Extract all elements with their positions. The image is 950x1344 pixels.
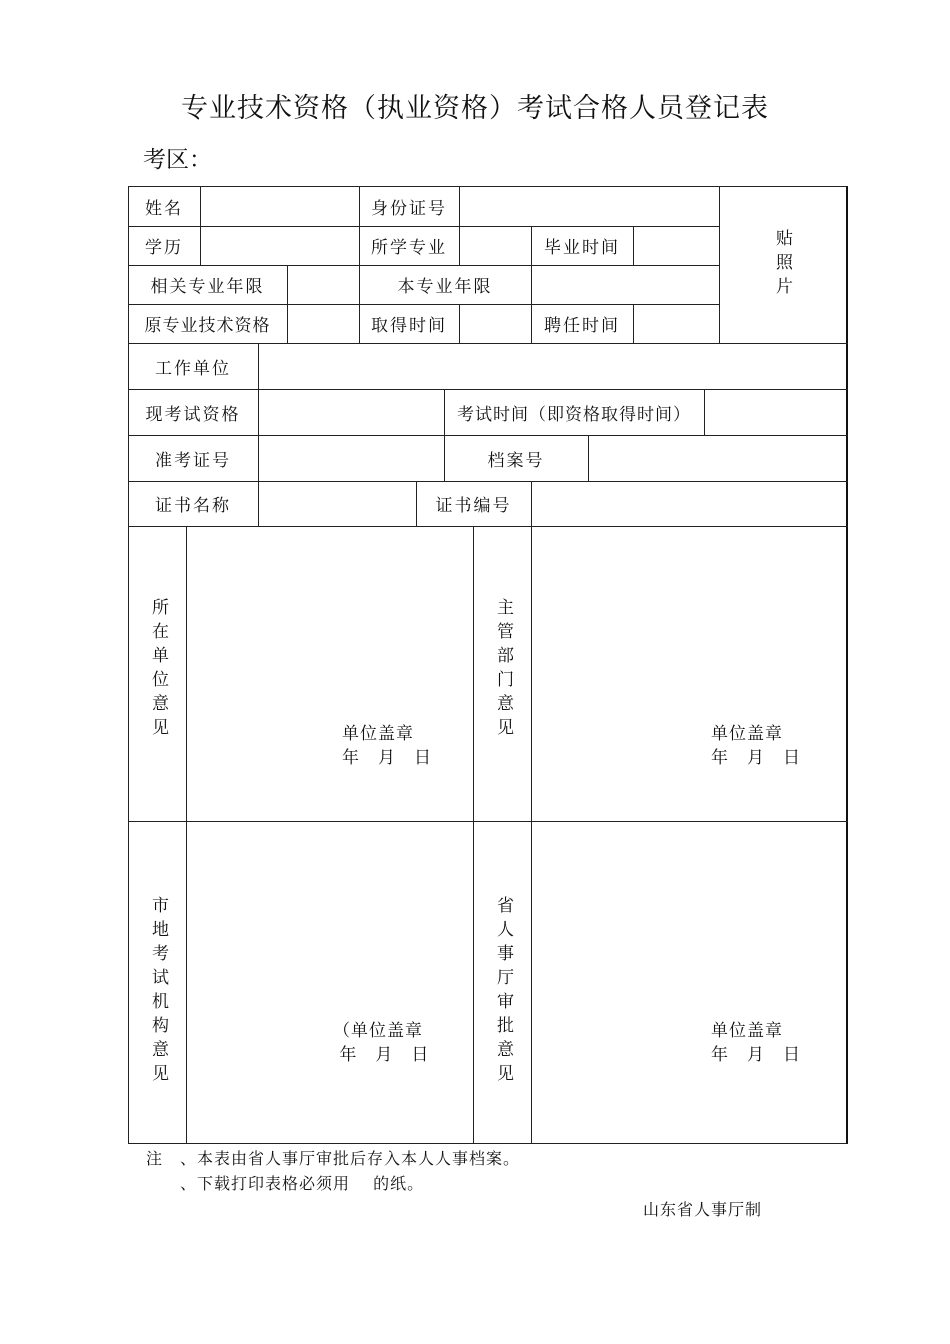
photo-label: 贴照片 <box>772 229 792 301</box>
department-opinion-area[interactable] <box>531 526 848 821</box>
this-major-years-label: 本专业年限 <box>397 277 493 297</box>
file-number-field[interactable] <box>588 435 848 481</box>
appointment-time-label: 聘任时间 <box>544 316 620 336</box>
province-opinion-label: 省人事厅审批意见 <box>493 896 513 1088</box>
former-qualification-label: 原专业技术资格 <box>144 316 271 336</box>
major-label: 所学专业 <box>371 238 447 258</box>
issuer-label: 山东省人事厅制 <box>643 1200 763 1219</box>
this-major-years-field[interactable] <box>531 265 719 304</box>
obtained-time-field[interactable] <box>459 304 531 343</box>
unit-opinion-area[interactable] <box>186 526 473 821</box>
certificate-name-field[interactable] <box>258 481 416 526</box>
id-number-field[interactable] <box>459 186 719 226</box>
city-exam-opinion-label: 市地考试机构意见 <box>148 896 168 1088</box>
related-years-label: 相关专业年限 <box>150 277 265 297</box>
obtained-time-label: 取得时间 <box>371 316 447 336</box>
form-title: 专业技术资格（执业资格）考试合格人员登记表 <box>181 93 769 124</box>
graduation-time-field[interactable] <box>633 226 719 265</box>
admission-ticket-label: 准考证号 <box>155 450 231 471</box>
education-field[interactable] <box>200 226 359 265</box>
unit-opinion-label: 所在单位意见 <box>148 598 168 742</box>
city-exam-stamp: （单位盖章 年 月 日 <box>333 1021 430 1065</box>
work-unit-label: 工作单位 <box>155 358 231 379</box>
admission-ticket-field[interactable] <box>258 435 444 481</box>
city-exam-opinion-area[interactable] <box>186 821 473 1144</box>
department-stamp: 单位盖章 年 月 日 <box>711 724 801 768</box>
note-line-1: 注 、本表由省人事厅审批后存入本人人事档案。 <box>146 1149 521 1168</box>
unit-stamp: 单位盖章 年 月 日 <box>342 724 432 768</box>
major-field[interactable] <box>459 226 531 265</box>
certificate-name-label: 证书名称 <box>155 496 231 516</box>
graduation-time-label: 毕业时间 <box>544 238 620 258</box>
appointment-time-field[interactable] <box>633 304 719 343</box>
current-exam-qualification-label: 现考试资格 <box>145 404 241 425</box>
former-qualification-field[interactable] <box>287 304 359 343</box>
current-exam-qualification-field[interactable] <box>258 389 444 435</box>
file-number-label: 档案号 <box>487 450 545 471</box>
department-opinion-label: 主管部门意见 <box>493 598 513 742</box>
exam-area-label: 考区： <box>143 147 212 173</box>
related-years-field[interactable] <box>287 265 359 304</box>
province-stamp: 单位盖章 年 月 日 <box>711 1021 801 1065</box>
exam-time-label: 考试时间（即资格取得时间） <box>457 404 691 425</box>
note-line-2: 、下载打印表格必须用 的纸。 <box>146 1174 425 1193</box>
name-field[interactable] <box>200 186 359 226</box>
id-number-label: 身份证号 <box>371 198 447 219</box>
photo-box[interactable] <box>719 186 848 343</box>
work-unit-field[interactable] <box>258 343 848 389</box>
exam-time-field[interactable] <box>704 389 848 435</box>
province-opinion-area[interactable] <box>531 821 848 1144</box>
certificate-number-label: 证书编号 <box>435 496 512 516</box>
education-label: 学历 <box>145 238 183 258</box>
name-label: 姓名 <box>145 198 183 219</box>
certificate-number-field[interactable] <box>531 481 848 526</box>
